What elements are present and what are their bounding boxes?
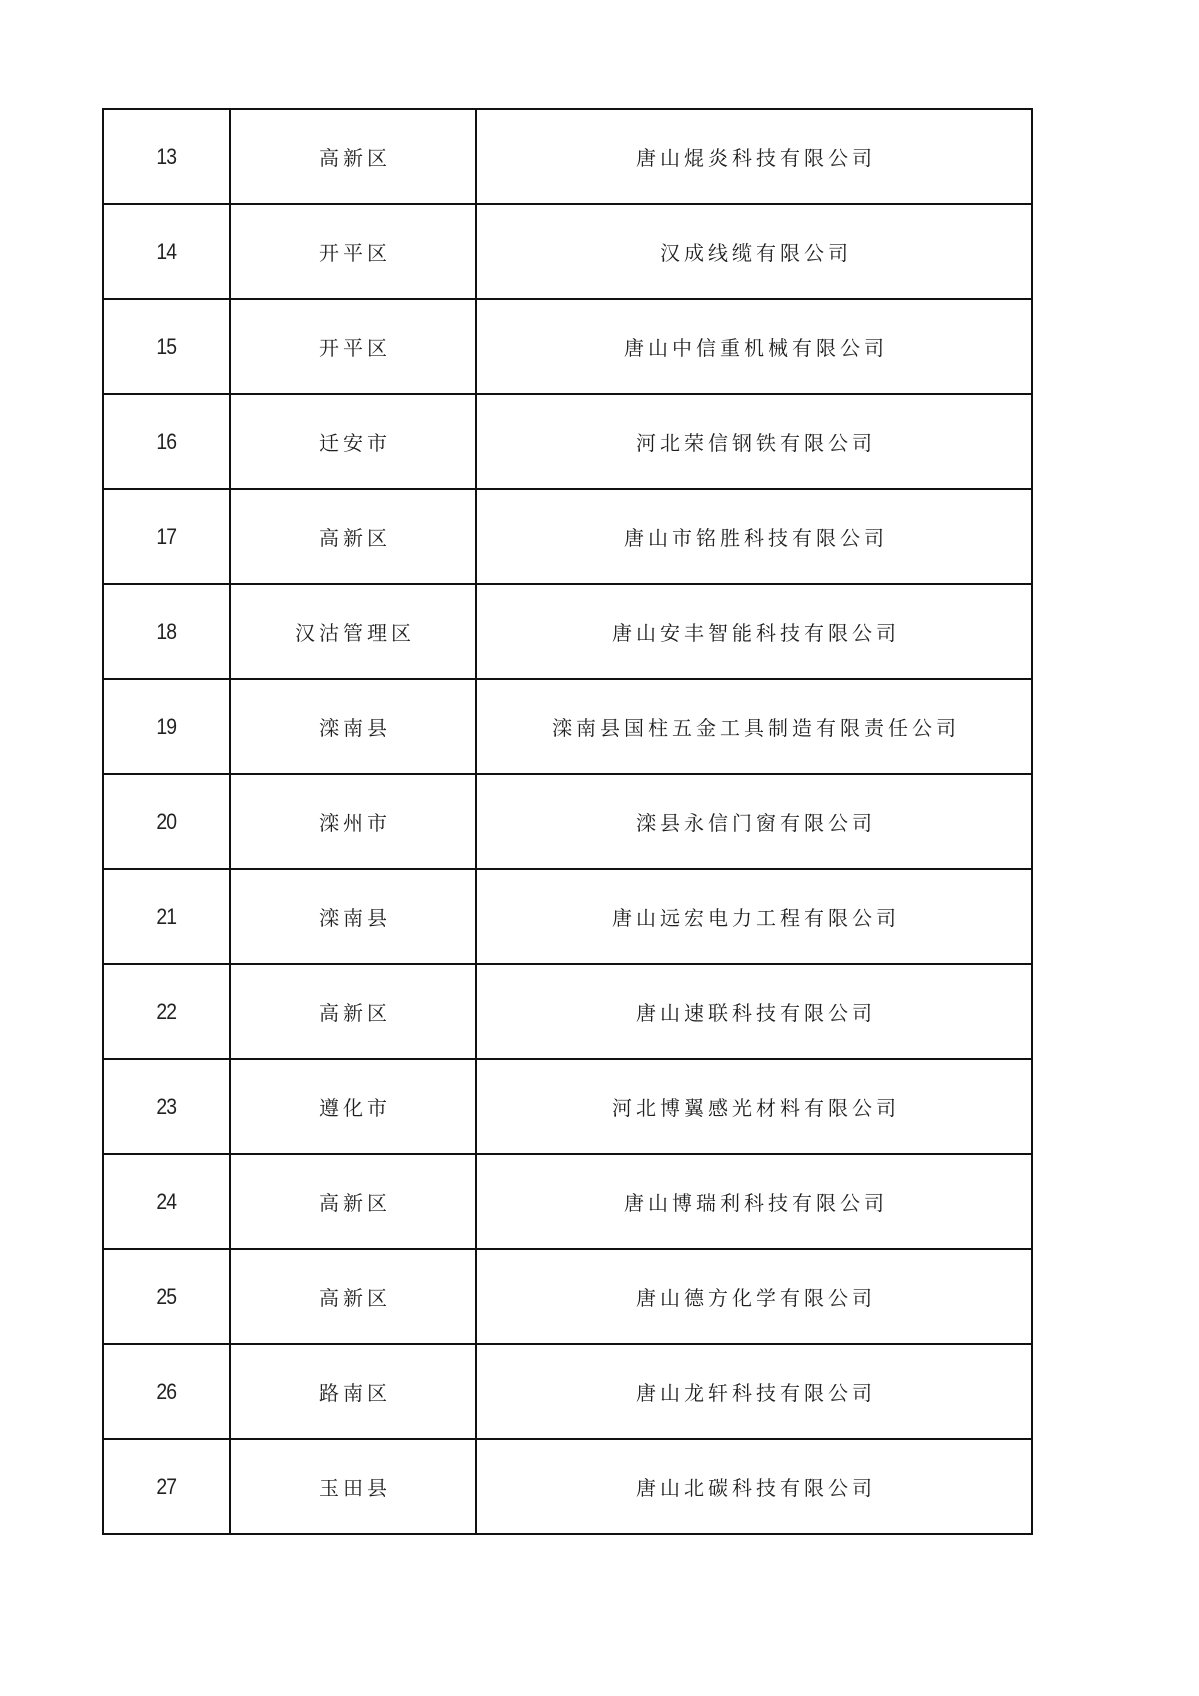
cell-area (230, 489, 476, 584)
row-number: 15 (156, 333, 177, 359)
row-number: 22 (156, 998, 177, 1024)
district-name: 路南区 (319, 1381, 391, 1405)
cell-company (476, 204, 1032, 299)
company-name: 滦县永信门窗有限公司 (636, 811, 876, 835)
cell-no (103, 394, 230, 489)
row-number: 18 (156, 618, 177, 644)
cell-no (103, 774, 230, 869)
table-row (103, 489, 1032, 584)
row-number: 24 (156, 1188, 177, 1214)
table-row (103, 1059, 1032, 1154)
cell-company (476, 299, 1032, 394)
cell-area (230, 299, 476, 394)
company-name: 唐山龙轩科技有限公司 (636, 1381, 876, 1405)
cell-area (230, 1154, 476, 1249)
cell-area (230, 1059, 476, 1154)
table-row (103, 1154, 1032, 1249)
cell-no (103, 1059, 230, 1154)
row-number: 19 (156, 713, 177, 739)
cell-no (103, 299, 230, 394)
company-name: 唐山德方化学有限公司 (636, 1286, 876, 1310)
cell-area (230, 679, 476, 774)
cell-company (476, 774, 1032, 869)
cell-no (103, 1154, 230, 1249)
district-name: 滦南县 (319, 716, 391, 740)
district-name: 高新区 (319, 1191, 391, 1215)
cell-company (476, 869, 1032, 964)
table-row (103, 964, 1032, 1059)
row-number: 13 (156, 143, 177, 169)
cell-area (230, 774, 476, 869)
row-number: 27 (156, 1473, 177, 1499)
company-name: 河北博翼感光材料有限公司 (612, 1096, 900, 1120)
company-list-table (102, 108, 1033, 1535)
table-row (103, 1439, 1032, 1534)
table-row (103, 109, 1032, 204)
cell-company (476, 1059, 1032, 1154)
company-name: 滦南县国柱五金工具制造有限责任公司 (552, 716, 960, 740)
company-name: 汉成线缆有限公司 (660, 241, 852, 265)
cell-area (230, 869, 476, 964)
company-name: 唐山博瑞利科技有限公司 (624, 1191, 888, 1215)
cell-company (476, 1154, 1032, 1249)
district-name: 开平区 (319, 241, 391, 265)
cell-no (103, 584, 230, 679)
cell-company (476, 109, 1032, 204)
company-name: 河北荣信钢铁有限公司 (636, 431, 876, 455)
cell-area (230, 964, 476, 1059)
cell-no (103, 1439, 230, 1534)
row-number: 14 (156, 238, 177, 264)
cell-company (476, 679, 1032, 774)
district-name: 玉田县 (319, 1476, 391, 1500)
cell-no (103, 679, 230, 774)
table-row (103, 679, 1032, 774)
company-name: 唐山焜炎科技有限公司 (636, 146, 876, 170)
table-row (103, 1249, 1032, 1344)
company-name: 唐山远宏电力工程有限公司 (612, 906, 900, 930)
district-name: 高新区 (319, 146, 391, 170)
table-row (103, 394, 1032, 489)
company-name: 唐山速联科技有限公司 (636, 1001, 876, 1025)
cell-no (103, 1249, 230, 1344)
row-number: 23 (156, 1093, 177, 1119)
cell-no (103, 109, 230, 204)
cell-area (230, 204, 476, 299)
cell-area (230, 1344, 476, 1439)
cell-no (103, 1344, 230, 1439)
district-name: 滦州市 (319, 811, 391, 835)
row-number: 26 (156, 1378, 177, 1404)
district-name: 汉沽管理区 (295, 621, 415, 645)
table-row (103, 299, 1032, 394)
cell-area (230, 1249, 476, 1344)
cell-area (230, 394, 476, 489)
cell-company (476, 964, 1032, 1059)
cell-no (103, 204, 230, 299)
table-row (103, 869, 1032, 964)
row-number: 20 (156, 808, 177, 834)
district-name: 滦南县 (319, 906, 391, 930)
company-name: 唐山市铭胜科技有限公司 (624, 526, 888, 550)
cell-no (103, 489, 230, 584)
district-name: 开平区 (319, 336, 391, 360)
company-name: 唐山中信重机械有限公司 (624, 336, 888, 360)
cell-company (476, 394, 1032, 489)
cell-company (476, 1344, 1032, 1439)
table-row (103, 204, 1032, 299)
district-name: 迁安市 (319, 431, 391, 455)
company-name: 唐山北碳科技有限公司 (636, 1476, 876, 1500)
row-number: 17 (156, 523, 177, 549)
row-number: 16 (156, 428, 177, 454)
company-name: 唐山安丰智能科技有限公司 (612, 621, 900, 645)
cell-company (476, 489, 1032, 584)
row-number: 21 (156, 903, 177, 929)
cell-company (476, 584, 1032, 679)
cell-area (230, 109, 476, 204)
cell-no (103, 869, 230, 964)
table-row (103, 1344, 1032, 1439)
district-name: 高新区 (319, 1286, 391, 1310)
district-name: 高新区 (319, 1001, 391, 1025)
district-name: 遵化市 (319, 1096, 391, 1120)
table-row (103, 774, 1032, 869)
cell-area (230, 1439, 476, 1534)
cell-no (103, 964, 230, 1059)
cell-company (476, 1439, 1032, 1534)
row-number: 25 (156, 1283, 177, 1309)
cell-area (230, 584, 476, 679)
district-name: 高新区 (319, 526, 391, 550)
table-row (103, 584, 1032, 679)
cell-company (476, 1249, 1032, 1344)
